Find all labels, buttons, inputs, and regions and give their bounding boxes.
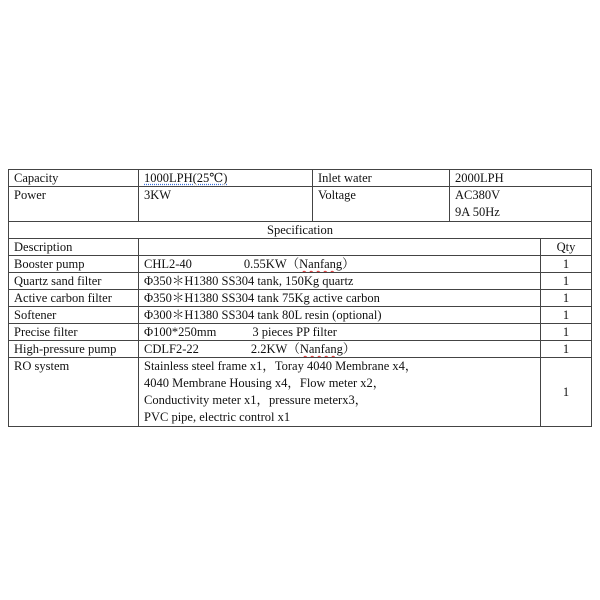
item-spec <box>139 358 541 427</box>
item-qty: 1 <box>541 307 592 324</box>
ro-spec-line: Stainless steel frame x1，Toray 4040 Membrane x4， <box>144 359 418 373</box>
item-brand: Nanfang <box>299 257 343 271</box>
item-qty: 1 <box>541 324 592 341</box>
capacity-value <box>139 170 313 187</box>
item-qty: 1 <box>541 358 592 427</box>
item-spec: Φ350＊H1380 SS304 tank, 150Kg quartz <box>139 273 541 290</box>
table-row <box>9 358 592 427</box>
qty-header: Qty <box>541 239 592 256</box>
item-name: Softener <box>9 307 139 324</box>
capacity-label: Capacity <box>9 170 139 187</box>
section-title: Specification <box>9 222 592 239</box>
item-name: High-pressure pump <box>9 341 139 358</box>
item-power-close: ） <box>342 257 355 271</box>
ro-spec-line: 4040 Membrane Housing x4，Flow meter x2， <box>144 376 386 390</box>
item-spec: Φ350＊H1380 SS304 tank 75Kg active carbon <box>139 290 541 307</box>
item-spec <box>139 341 541 358</box>
item-name: RO system <box>9 358 139 427</box>
item-model: Φ100*250mm <box>144 325 217 339</box>
table-row <box>9 256 592 273</box>
voltage-label: Voltage <box>313 187 450 222</box>
voltage-line-2: 9A 50Hz <box>455 205 500 219</box>
capacity-row <box>9 170 592 187</box>
table-row <box>9 341 592 358</box>
ro-spec-line: Conductivity meter x1，pressure meterx3， <box>144 393 368 407</box>
item-qty: 1 <box>541 256 592 273</box>
table-row <box>9 307 592 324</box>
item-brand: Nanfang <box>299 342 343 356</box>
item-power-close: ） <box>342 342 356 356</box>
item-power: 0.55KW（ <box>243 257 300 271</box>
specification-table <box>8 169 592 427</box>
item-detail: 3 pieces PP filter <box>252 325 337 339</box>
item-spec <box>139 324 541 341</box>
header-row <box>9 239 592 256</box>
power-label: Power <box>9 187 139 222</box>
item-qty: 1 <box>541 290 592 307</box>
item-power: 2.2KW（ <box>250 342 300 356</box>
table-row <box>9 324 592 341</box>
capacity-value-text: 1000LPH(25℃) <box>144 171 228 185</box>
voltage-line-1: AC380V <box>455 188 501 202</box>
item-name: Precise filter <box>9 324 139 341</box>
inlet-water-label: Inlet water <box>313 170 450 187</box>
section-title-row <box>9 222 592 239</box>
spec-header-empty <box>139 239 541 256</box>
item-qty: 1 <box>541 273 592 290</box>
description-header: Description <box>9 239 139 256</box>
inlet-water-value: 2000LPH <box>450 170 592 187</box>
item-name: Quartz sand filter <box>9 273 139 290</box>
item-model: CDLF2-22 <box>144 342 199 356</box>
item-qty: 1 <box>541 341 592 358</box>
voltage-value <box>450 187 592 222</box>
table-row <box>9 290 592 307</box>
item-spec <box>139 256 541 273</box>
item-model: CHL2-40 <box>144 257 192 271</box>
item-name: Active carbon filter <box>9 290 139 307</box>
ro-spec-line: PVC pipe, electric control x1 <box>144 410 291 424</box>
item-name: Booster pump <box>9 256 139 273</box>
item-spec: Φ300＊H1380 SS304 tank 80L resin (optional) <box>139 307 541 324</box>
power-value: 3KW <box>139 187 313 222</box>
table-row <box>9 273 592 290</box>
power-row <box>9 187 592 222</box>
